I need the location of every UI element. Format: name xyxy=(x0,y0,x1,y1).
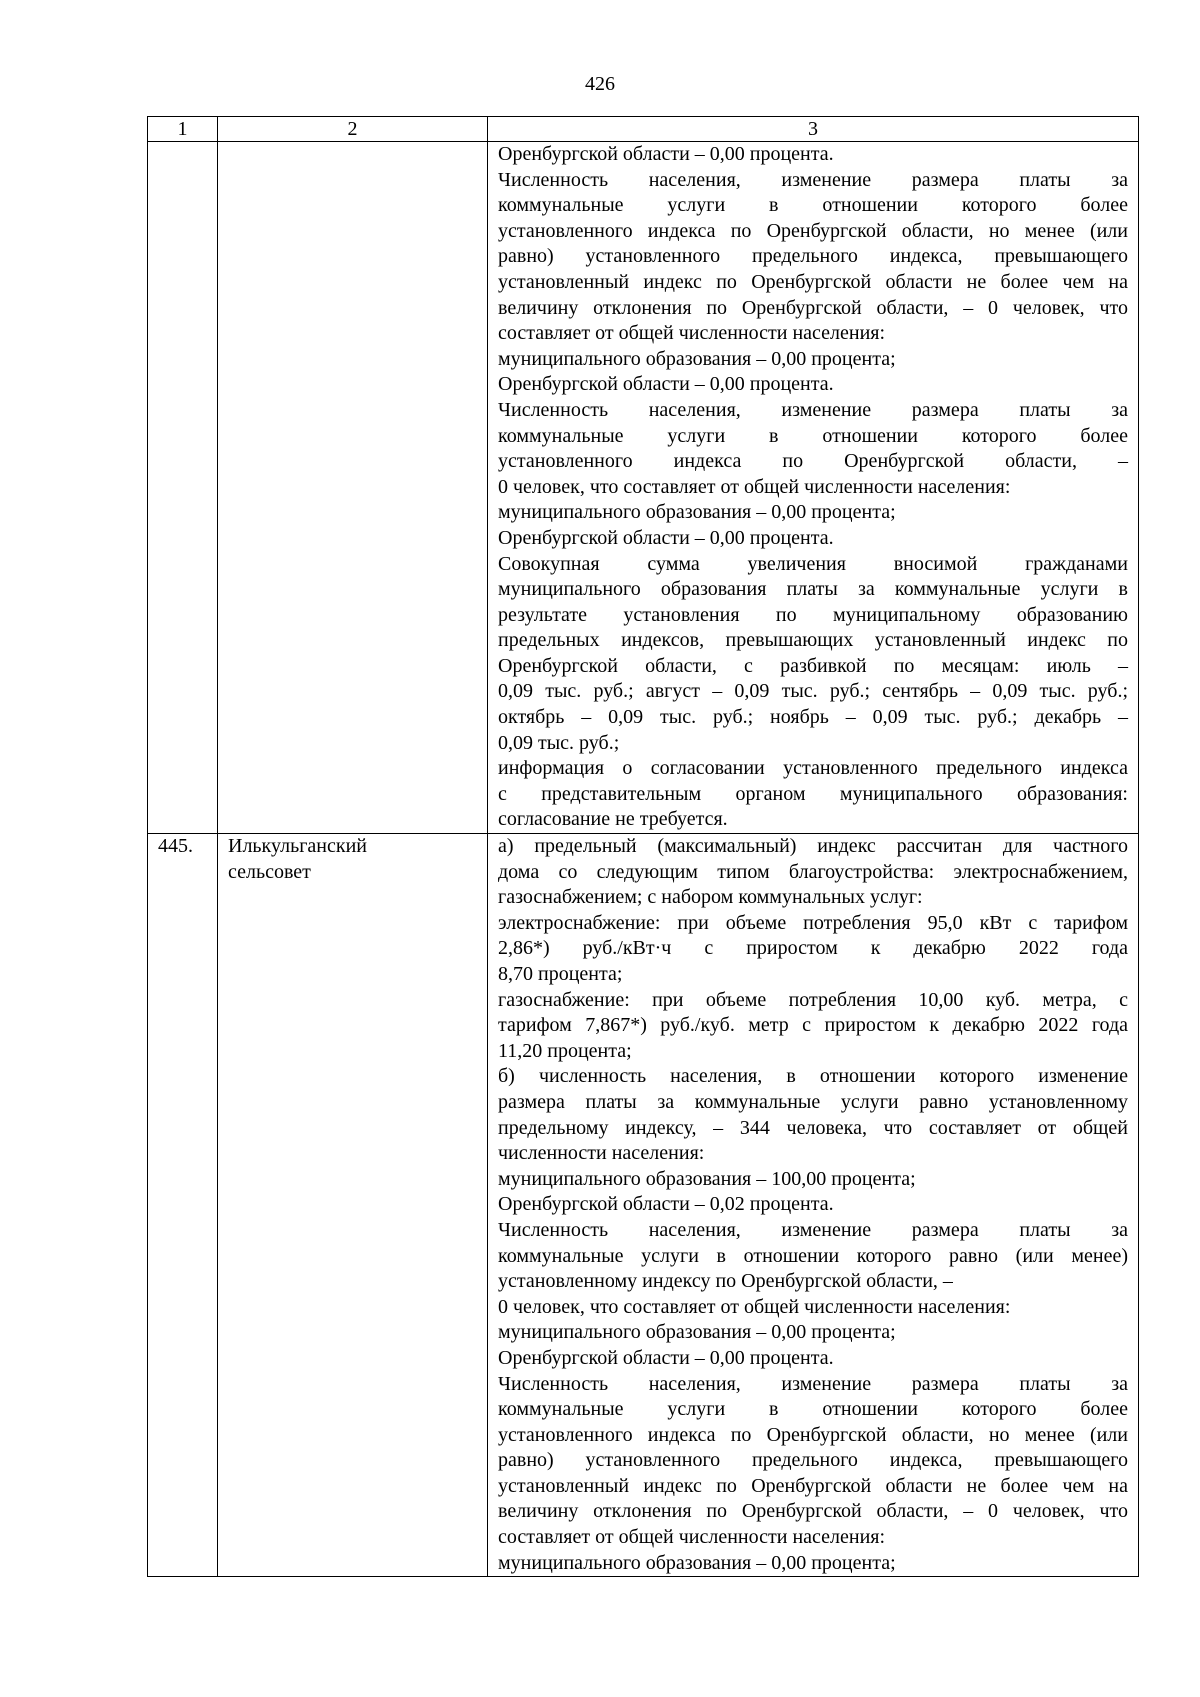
text-line: численности населения: xyxy=(498,1142,705,1165)
municipality-name xyxy=(218,142,488,834)
text-line: муниципального образования – 0,00 процента; xyxy=(498,1321,896,1344)
municipality-name xyxy=(218,834,488,1577)
text-line: б) численность населения, в отношении которого изменение xyxy=(498,1065,1128,1088)
text-line: Оренбургской области – 0,02 процента. xyxy=(498,1193,834,1216)
table-header-row xyxy=(148,117,1139,142)
text-line: Оренбургской области, с разбивкой по месяцам: июль – xyxy=(498,654,1128,677)
text-line: величину отклонения по Оренбургской области, – 0 человек, что xyxy=(498,1500,1128,1523)
text-line: равно) установленного предельного индекса, превышающего xyxy=(498,245,1128,268)
page-number: 426 xyxy=(585,73,615,95)
text-line: 11,20 процента; xyxy=(498,1039,632,1062)
text-line: результате установления по муниципальному образованию xyxy=(498,603,1128,626)
text-line: а) предельный (максимальный) индекс рассчитан для частного xyxy=(498,835,1128,858)
header-col-2: 2 xyxy=(218,117,488,142)
text-line: предельному индексу, – 344 человека, что составляет от общей xyxy=(498,1116,1128,1139)
text-line: Оренбургской области – 0,00 процента. xyxy=(498,373,834,396)
text-line: коммунальные услуги в отношении которого равно (или менее) xyxy=(498,1244,1128,1267)
text-line: предельных индексов, превышающих установленный индекс по xyxy=(498,629,1128,652)
text-line: Оренбургской области – 0,00 процента. xyxy=(498,143,834,165)
text-line: октябрь – 0,09 тыс. руб.; ноябрь – 0,09 тыс. руб.; декабрь – xyxy=(498,706,1128,729)
document-table xyxy=(147,116,1139,1577)
text-line: Оренбургской области – 0,00 процента. xyxy=(498,526,834,549)
text-line: 2,86*) руб./кВт·ч с приростом к декабрю 2022 года xyxy=(498,937,1128,960)
text-line: 8,70 процента; xyxy=(498,963,623,985)
text-line: муниципального образования платы за коммунальные услуги в xyxy=(498,578,1128,601)
text-line: Численность населения, изменение размера платы за xyxy=(498,398,1128,421)
table-row xyxy=(148,142,1139,834)
text-line: равно) установленного предельного индекса, превышающего xyxy=(498,1449,1128,1472)
text-line: величину отклонения по Оренбургской области, – 0 человек, что xyxy=(498,296,1128,319)
text-line: сельсовет xyxy=(228,860,311,883)
text-line: газоснабжение: при объеме потребления 10,00 куб. метра, с xyxy=(498,988,1128,1011)
text-line: муниципального образования – 0,00 процента; xyxy=(498,347,896,370)
text-line: с представительным органом муниципального образования: xyxy=(498,782,1128,805)
text-line: Совокупная сумма увеличения вносимой гражданами xyxy=(498,552,1128,575)
text-line: информация о согласовании установленного предельного индекса xyxy=(498,757,1128,780)
text-line: согласование не требуется. xyxy=(498,808,728,831)
description-cell xyxy=(488,142,1139,834)
text-line: дома со следующим типом благоустройства: электроснабжением, xyxy=(498,860,1128,883)
text-line: Численность населения, изменение размера платы за xyxy=(498,1372,1128,1395)
text-line: составляет от общей численности населения: xyxy=(498,322,886,345)
row-number: 445. xyxy=(148,834,218,1577)
text-line: электроснабжение: при объеме потребления 95,0 кВт с тарифом xyxy=(498,911,1128,934)
table-row xyxy=(148,834,1139,1577)
text-line: Численность населения, изменение размера платы за xyxy=(498,168,1128,191)
text-line: 0 человек, что составляет от общей численности населения: xyxy=(498,475,1011,498)
text-line: установленный индекс по Оренбургской области не более чем на xyxy=(498,1474,1128,1497)
text-line: 0,09 тыс. руб.; август – 0,09 тыс. руб.; сентябрь – 0,09 тыс. руб.; xyxy=(498,680,1128,703)
text-line: Численность населения, изменение размера платы за xyxy=(498,1218,1128,1241)
text-line: муниципального образования – 100,00 процента; xyxy=(498,1167,916,1190)
text-line: коммунальные услуги в отношении которого более xyxy=(498,194,1128,217)
text-line: 0 человек, что составляет от общей численности населения: xyxy=(498,1295,1011,1318)
text-line: муниципального образования – 0,00 процента; xyxy=(498,1551,896,1574)
text-line: установленного индекса по Оренбургской области, но менее (или xyxy=(498,219,1128,242)
text-line: газоснабжением; с набором коммунальных услуг: xyxy=(498,886,923,909)
text-line: установленному индексу по Оренбургской области, – xyxy=(498,1270,953,1293)
text-line: составляет от общей численности населения: xyxy=(498,1526,886,1549)
header-col-1: 1 xyxy=(148,117,218,142)
text-line: 0,09 тыс. руб.; xyxy=(498,731,620,754)
text-line: установленного индекса по Оренбургской области, но менее (или xyxy=(498,1423,1128,1446)
text-line: тарифом 7,867*) руб./куб. метр с приростом к декабрю 2022 года xyxy=(498,1014,1128,1037)
row-number xyxy=(148,142,218,834)
header-col-3: 3 xyxy=(488,117,1139,142)
text-line: коммунальные услуги в отношении которого более xyxy=(498,424,1128,447)
text-line: коммунальные услуги в отношении которого более xyxy=(498,1398,1128,1421)
text-line: Оренбургской области – 0,00 процента. xyxy=(498,1346,834,1369)
text-line: размера платы за коммунальные услуги равно установленному xyxy=(498,1090,1128,1113)
text-line: установленный индекс по Оренбургской области не более чем на xyxy=(498,270,1128,293)
text-line: муниципального образования – 0,00 процента; xyxy=(498,501,896,524)
text-line: установленного индекса по Оренбургской области, – xyxy=(498,450,1128,473)
text-line: Илькульганский xyxy=(228,835,367,858)
description-cell xyxy=(488,834,1139,1577)
